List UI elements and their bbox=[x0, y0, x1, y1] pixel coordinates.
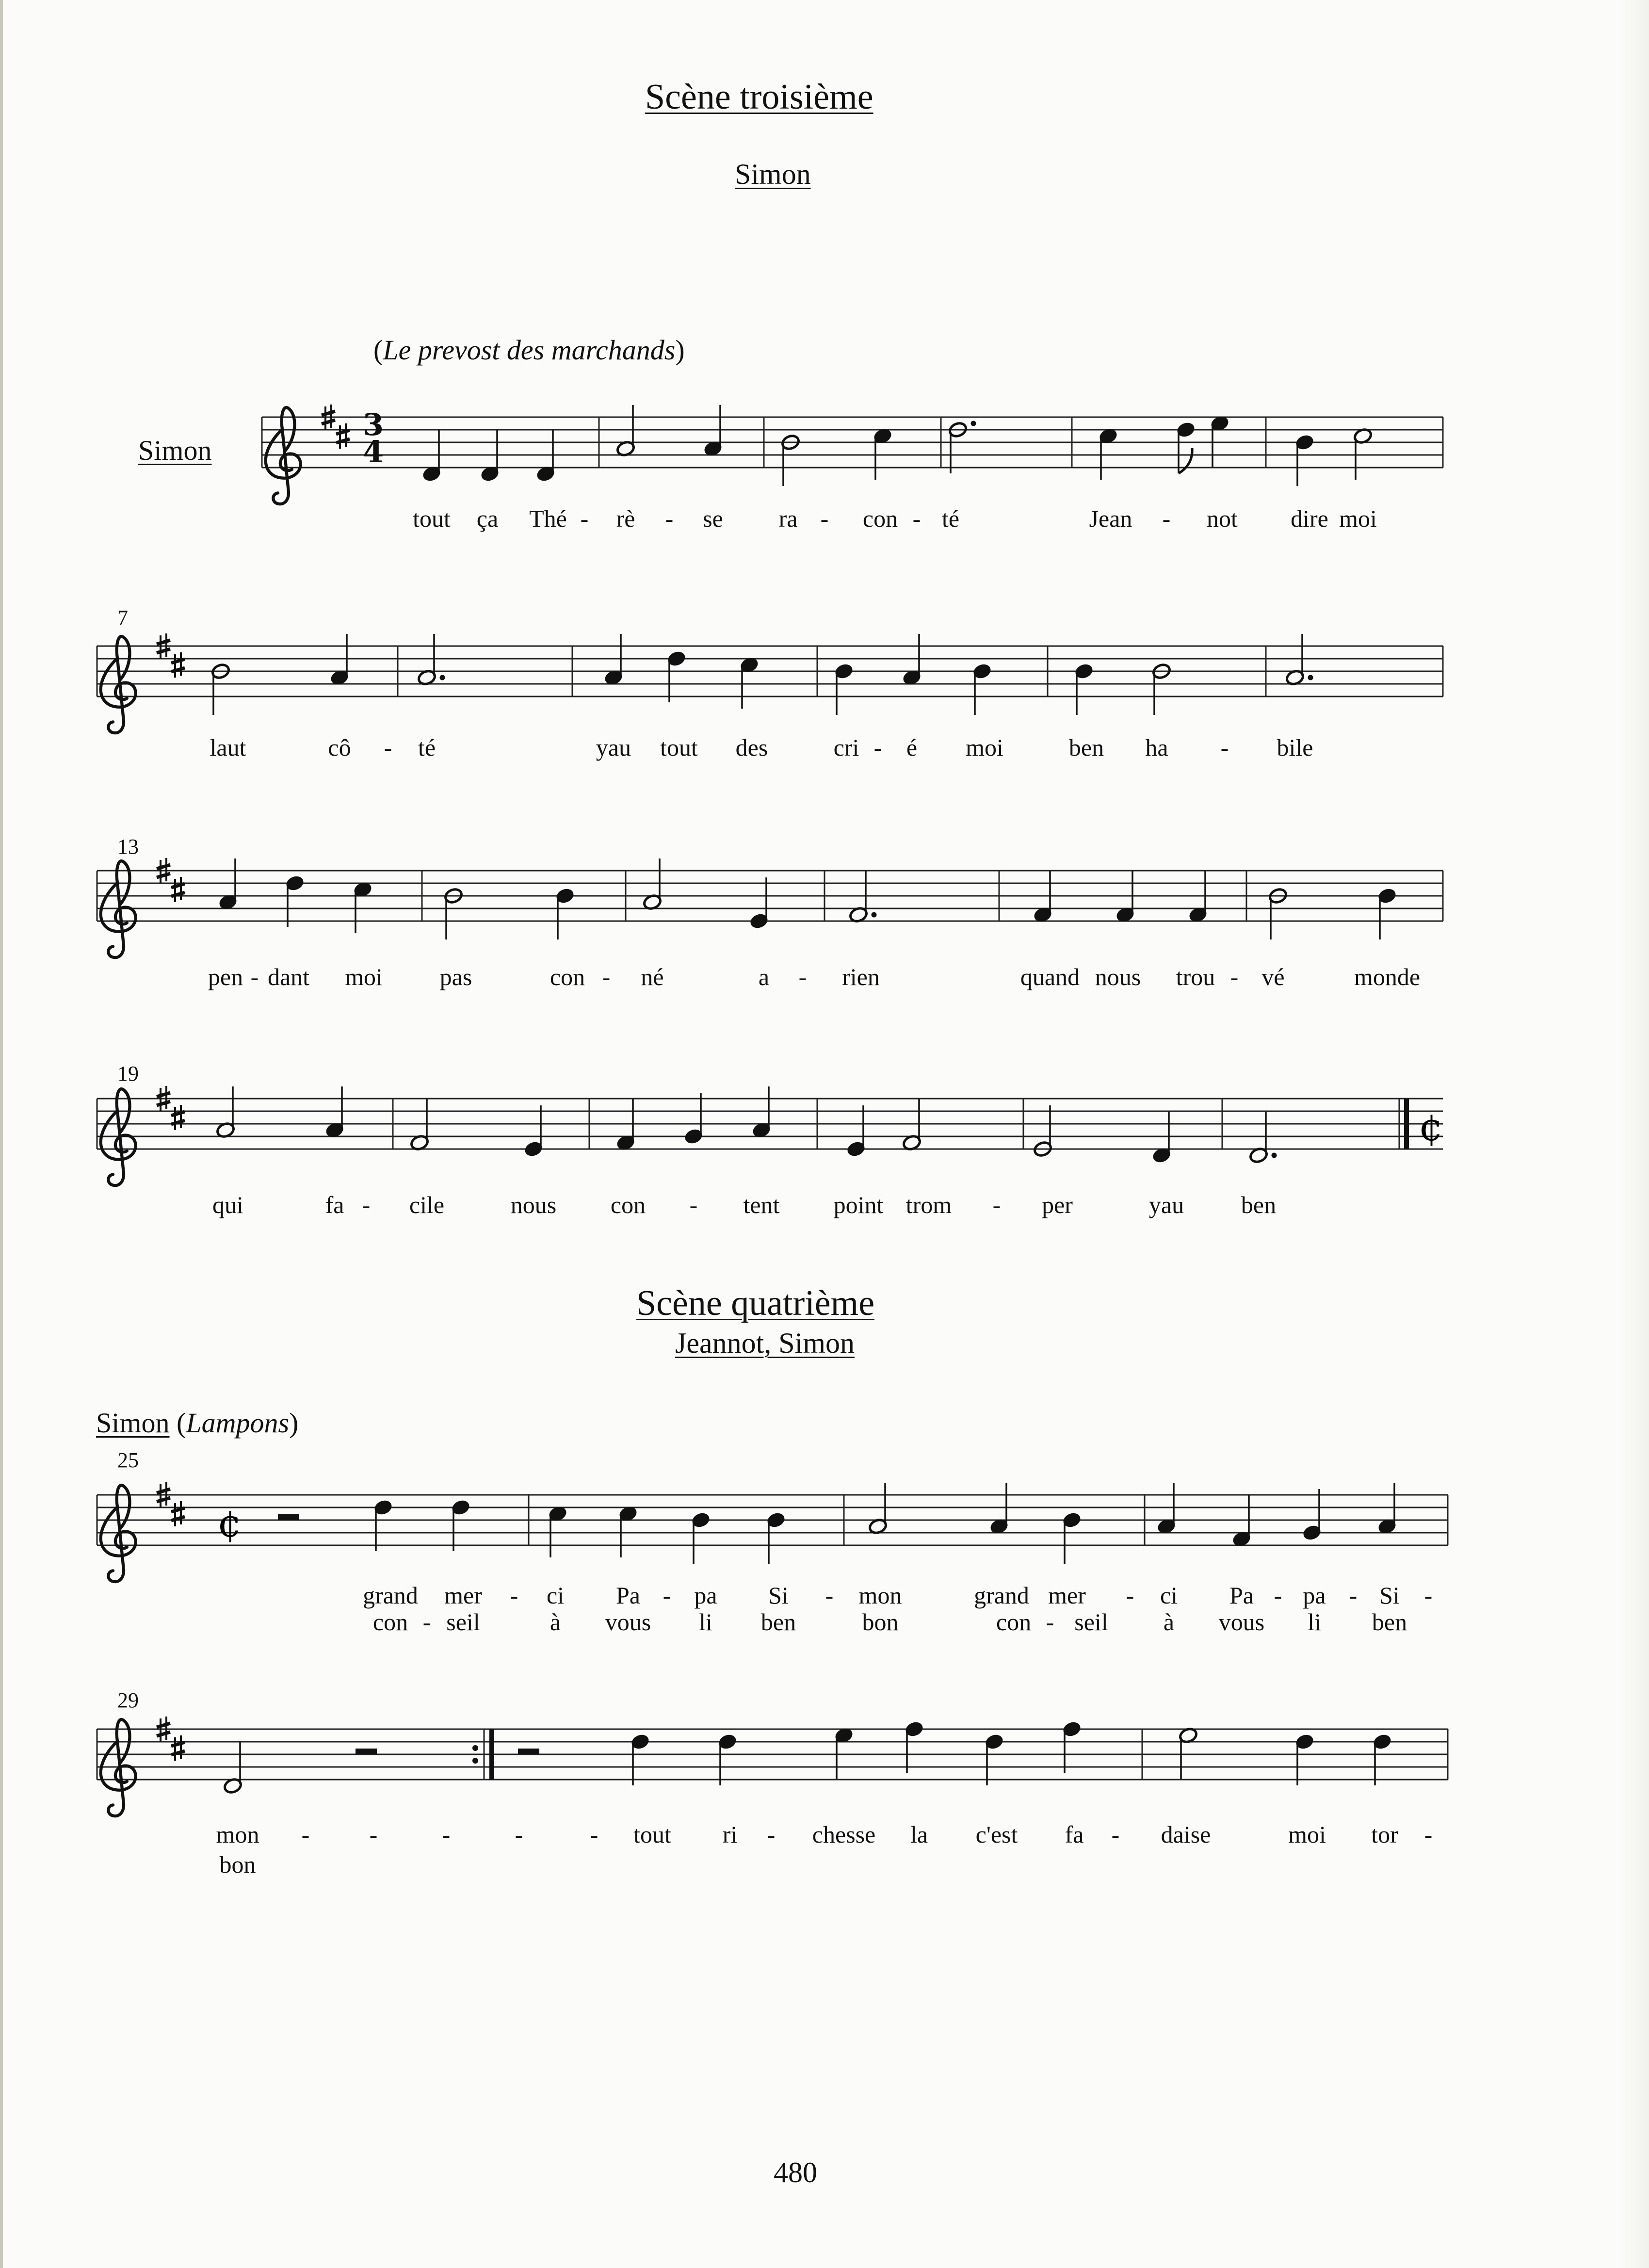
lyric-syllable: vé bbox=[1261, 963, 1285, 990]
lyric-syllable: con bbox=[862, 505, 898, 532]
lyric-syllable: pa bbox=[1303, 1582, 1326, 1609]
lyric-hyphen: - bbox=[1424, 1582, 1433, 1609]
lyric-hyphen: - bbox=[1230, 963, 1239, 990]
lyric-hyphen: - bbox=[820, 505, 829, 532]
lyric-hyphen: - bbox=[1274, 1582, 1282, 1609]
lyric-syllable: tent bbox=[743, 1191, 780, 1218]
lyric-syllable: Si bbox=[768, 1582, 789, 1609]
lyric-syllable: mon bbox=[858, 1582, 902, 1609]
treble-clef-icon bbox=[101, 861, 136, 957]
lyric-hyphen: - bbox=[510, 1582, 518, 1609]
treble-clef-icon bbox=[266, 407, 301, 504]
lyric-syllable: pa bbox=[694, 1582, 717, 1609]
bar-number: 7 bbox=[117, 606, 128, 630]
lyric-syllable: li bbox=[699, 1608, 712, 1636]
scene3-title: Scène troisième bbox=[645, 77, 873, 117]
sharp-icon bbox=[171, 1735, 185, 1761]
lyric-syllable: vous bbox=[605, 1608, 651, 1636]
half-rest bbox=[518, 1749, 539, 1754]
lyric-syllable: trom bbox=[905, 1191, 952, 1218]
tune-name: Lampons bbox=[186, 1407, 290, 1439]
lyric-hyphen: - bbox=[1111, 1821, 1120, 1848]
scene4-title: Scène quatrième bbox=[636, 1283, 875, 1323]
page-number: 480 bbox=[774, 2156, 817, 2188]
lyric-syllable: li bbox=[1308, 1608, 1321, 1636]
lyric-syllable: chesse bbox=[812, 1821, 876, 1848]
lyric-hyphen: - bbox=[422, 1608, 431, 1636]
cut-time-icon: ¢ bbox=[1419, 1104, 1443, 1150]
lyric-hyphen: - bbox=[301, 1821, 310, 1848]
lyric-syllable: moi bbox=[1339, 505, 1377, 532]
lyric-syllable: se bbox=[703, 505, 723, 532]
lyric-syllable: grand bbox=[363, 1582, 418, 1609]
lyric-syllable: té bbox=[418, 734, 436, 761]
lyric-syllable: vous bbox=[1218, 1608, 1265, 1636]
lyric-hyphen: - bbox=[515, 1821, 523, 1848]
half-rest bbox=[356, 1749, 377, 1754]
sharp-icon bbox=[171, 1105, 185, 1130]
lyric-syllable: qui bbox=[212, 1191, 243, 1218]
lyric-hyphen: - bbox=[580, 505, 589, 532]
lyric-syllable: fa bbox=[1065, 1821, 1084, 1848]
lyric-hyphen: - bbox=[912, 505, 921, 532]
lyric-hyphen: - bbox=[362, 1191, 371, 1218]
lyric-syllable: yau bbox=[1148, 1191, 1184, 1218]
lyric-syllable: bon bbox=[862, 1608, 899, 1636]
lyric-syllable: ben bbox=[1068, 734, 1104, 761]
sharp-icon bbox=[171, 1501, 185, 1526]
treble-clef-icon bbox=[101, 1719, 136, 1816]
lyric-syllable: ha bbox=[1145, 734, 1168, 761]
lyric-syllable: Pa bbox=[1229, 1582, 1254, 1609]
scene4-voice-and-tune: Simon (Lampons) bbox=[96, 1407, 299, 1439]
scene3-characters: Simon bbox=[735, 158, 811, 190]
lyric-syllable: à bbox=[1163, 1608, 1175, 1636]
lyric-syllable: con bbox=[610, 1191, 646, 1218]
lyric-syllable: cô bbox=[328, 734, 351, 761]
lyric-syllable: laut bbox=[210, 734, 246, 761]
scene3-tune: (Le prevost des marchands) bbox=[373, 334, 685, 366]
dot bbox=[1308, 675, 1313, 680]
lyric-syllable: con bbox=[996, 1608, 1032, 1636]
cut-time-icon: ¢ bbox=[217, 1501, 242, 1546]
lyric-syllable: moi bbox=[345, 963, 383, 990]
lyric-syllable: Jean bbox=[1089, 505, 1132, 532]
lyric-syllable: con bbox=[372, 1608, 408, 1636]
lyric-syllable: é bbox=[906, 734, 918, 761]
treble-clef-icon bbox=[101, 636, 136, 733]
lyric-syllable: des bbox=[735, 734, 768, 761]
lyric-syllable: rien bbox=[842, 963, 880, 990]
lyric-syllable: à bbox=[550, 1608, 561, 1636]
lyric-syllable: tout bbox=[660, 734, 698, 761]
lyric-syllable: tout bbox=[633, 1821, 671, 1848]
lyric-syllable: fa bbox=[325, 1191, 344, 1218]
bar-number: 19 bbox=[117, 1062, 139, 1085]
lyric-hyphen: - bbox=[767, 1821, 776, 1848]
dot bbox=[440, 675, 445, 680]
lyric-hyphen: - bbox=[602, 963, 611, 990]
lyric-syllable: daise bbox=[1161, 1821, 1211, 1848]
lyric-hyphen: - bbox=[250, 963, 259, 990]
half-rest bbox=[278, 1514, 299, 1520]
lyric-syllable: Thé bbox=[529, 505, 567, 532]
lyric-hyphen: - bbox=[873, 734, 882, 761]
lyric-hyphen: - bbox=[442, 1821, 451, 1848]
repeat-dot bbox=[472, 1758, 478, 1764]
lyric-syllable: a bbox=[758, 963, 770, 990]
lyric-hyphen: - bbox=[825, 1582, 834, 1609]
lyric-syllable: pas bbox=[439, 963, 472, 990]
lyric-syllable: monde bbox=[1354, 963, 1421, 990]
dot bbox=[971, 421, 976, 426]
lyric-syllable: pen bbox=[208, 963, 243, 990]
sharp-icon bbox=[336, 423, 350, 449]
lyric-syllable: Pa bbox=[616, 1582, 640, 1609]
lyric-syllable: moi bbox=[1288, 1821, 1326, 1848]
lyric-syllable: ci bbox=[546, 1582, 565, 1609]
lyric-hyphen: - bbox=[1349, 1582, 1358, 1609]
dot bbox=[872, 912, 877, 918]
lyric-hyphen: - bbox=[798, 963, 807, 990]
lyric-hyphen: - bbox=[384, 734, 392, 761]
lyric-hyphen: - bbox=[1220, 734, 1229, 761]
lyric-syllable: mer bbox=[1048, 1582, 1086, 1609]
repeat-dot bbox=[472, 1745, 478, 1751]
treble-clef-icon bbox=[101, 1089, 136, 1185]
lyric-hyphen: - bbox=[689, 1191, 698, 1218]
lyric-syllable: té bbox=[941, 505, 960, 532]
lyric-syllable: quand bbox=[1020, 963, 1080, 990]
lyric-syllable: bon bbox=[219, 1851, 256, 1878]
bar-number: 25 bbox=[117, 1448, 139, 1472]
lyric-syllable: grand bbox=[974, 1582, 1029, 1609]
lyric-hyphen: - bbox=[1424, 1821, 1433, 1848]
lyric-syllable: moi bbox=[966, 734, 1003, 761]
lyric-syllable: mon bbox=[216, 1821, 259, 1848]
lyric-syllable: nous bbox=[510, 1191, 557, 1218]
lyric-syllable: ri bbox=[722, 1821, 738, 1848]
lyric-hyphen: - bbox=[590, 1821, 598, 1848]
tune-name: Le prevost des marchands bbox=[383, 334, 676, 366]
lyric-syllable: ra bbox=[778, 505, 798, 532]
lyric-syllable: cri bbox=[833, 734, 859, 761]
lyric-syllable: ben bbox=[1372, 1608, 1407, 1636]
dot bbox=[1272, 1153, 1277, 1158]
lyric-hyphen: - bbox=[1126, 1582, 1134, 1609]
voice-label-simon: Simon bbox=[96, 1407, 170, 1439]
time-signature: 3 4 bbox=[363, 407, 384, 470]
sharp-icon bbox=[171, 652, 185, 678]
lyric-syllable: tor bbox=[1371, 1821, 1398, 1848]
lyric-syllable: seil bbox=[446, 1608, 480, 1636]
lyric-hyphen: - bbox=[665, 505, 674, 532]
lyric-syllable: ben bbox=[1241, 1191, 1277, 1218]
lyric-syllable: tout bbox=[413, 505, 451, 532]
lyric-syllable: dant bbox=[267, 963, 310, 990]
voice-label-simon: Simon bbox=[138, 435, 212, 466]
lyric-hyphen: - bbox=[1162, 505, 1171, 532]
lyric-syllable: con bbox=[550, 963, 585, 990]
note-flag bbox=[1179, 448, 1192, 473]
bar-number: 29 bbox=[117, 1688, 139, 1712]
lyric-syllable: c'est bbox=[975, 1821, 1018, 1848]
lyric-syllable: né bbox=[641, 963, 664, 990]
treble-clef-icon bbox=[101, 1485, 136, 1582]
lyric-syllable: ça bbox=[476, 505, 499, 532]
lyric-hyphen: - bbox=[1046, 1608, 1054, 1636]
lyric-syllable: rè bbox=[616, 505, 635, 532]
lyric-syllable: not bbox=[1207, 505, 1238, 532]
lyric-hyphen: - bbox=[369, 1821, 378, 1848]
lyric-syllable: yau bbox=[596, 734, 631, 761]
lyric-syllable: mer bbox=[444, 1582, 482, 1609]
lyric-syllable: seil bbox=[1074, 1608, 1108, 1636]
lyric-syllable: dire bbox=[1291, 505, 1328, 532]
lyric-syllable: cile bbox=[409, 1191, 445, 1218]
lyric-syllable: Si bbox=[1379, 1582, 1400, 1609]
sharp-icon bbox=[171, 877, 185, 902]
scene4-characters: Jeannot, Simon bbox=[675, 1327, 855, 1359]
lyric-hyphen: - bbox=[663, 1582, 671, 1609]
lyric-syllable: la bbox=[910, 1821, 928, 1848]
lyric-syllable: trou bbox=[1176, 963, 1215, 990]
lyric-syllable: ben bbox=[760, 1608, 796, 1636]
lyric-syllable: per bbox=[1042, 1191, 1073, 1218]
lyric-hyphen: - bbox=[992, 1191, 1001, 1218]
lyric-syllable: ci bbox=[1160, 1582, 1178, 1609]
lyric-syllable: nous bbox=[1095, 963, 1141, 990]
bar-number: 13 bbox=[117, 835, 139, 859]
lyric-syllable: point bbox=[833, 1191, 884, 1218]
lyric-syllable: bile bbox=[1277, 734, 1313, 761]
